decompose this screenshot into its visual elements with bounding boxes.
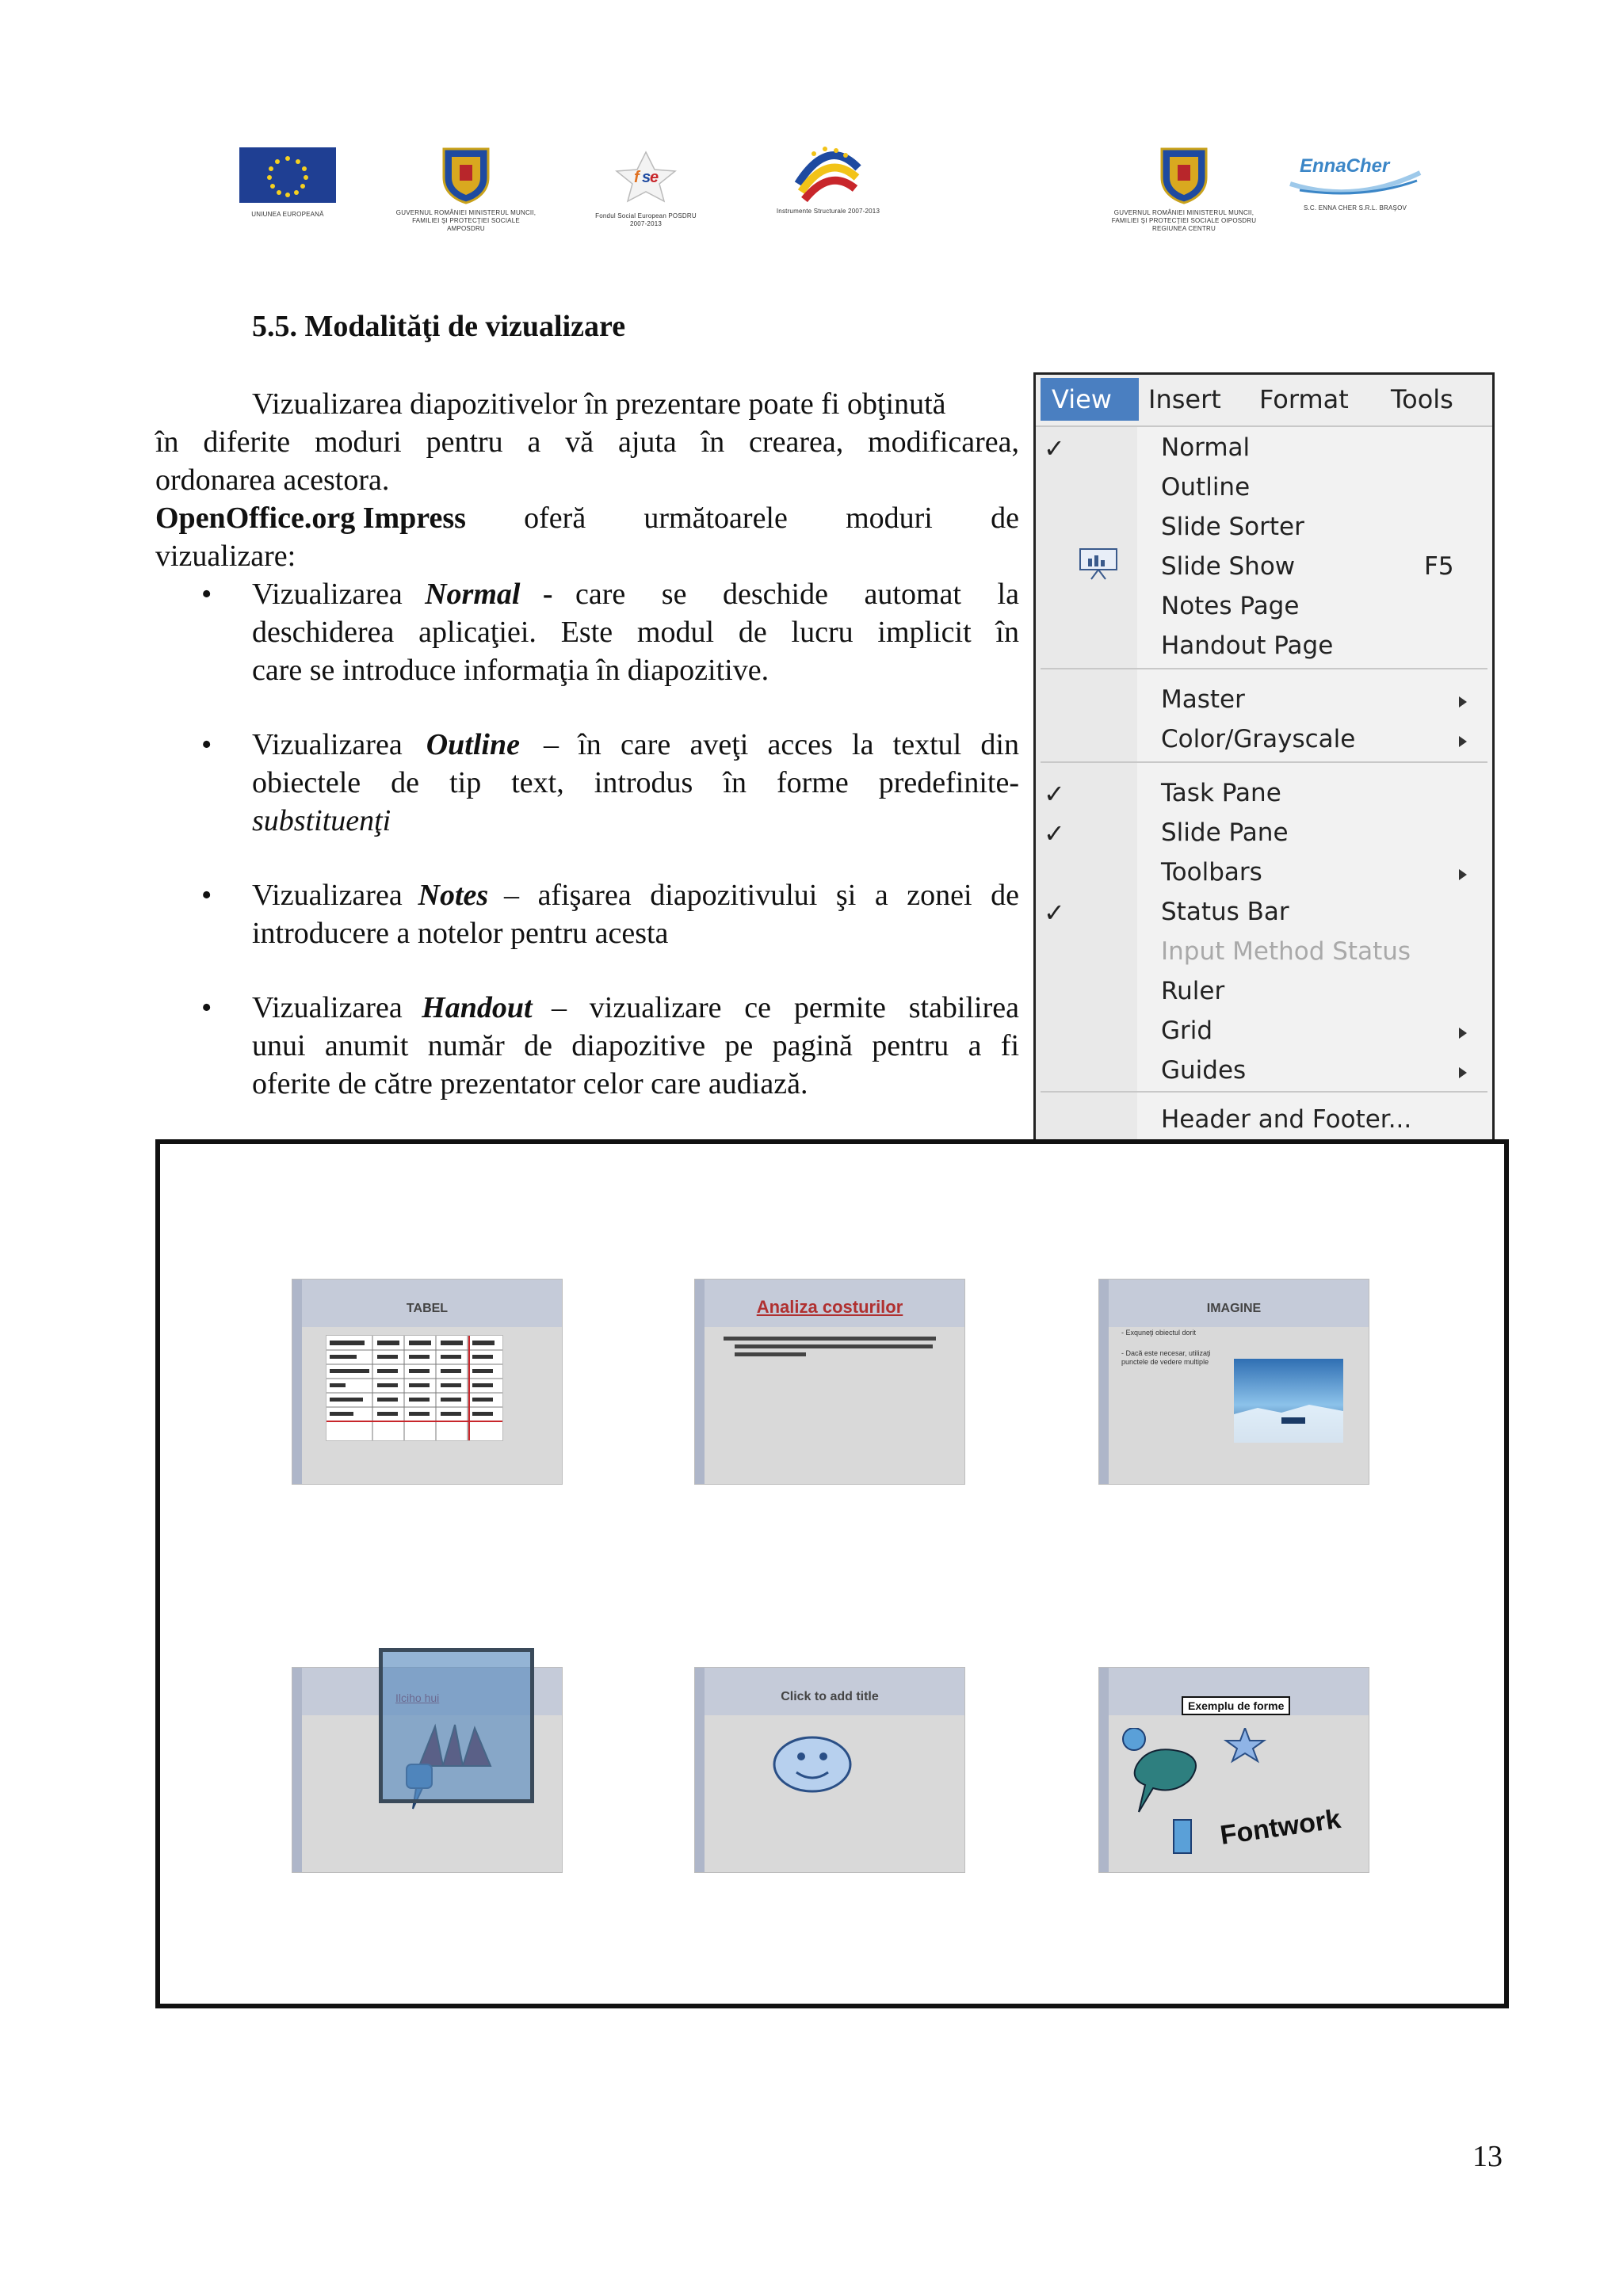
menu-item-ruler[interactable]: Ruler: [1161, 977, 1225, 1005]
menu-separator: [1041, 1091, 1487, 1093]
ennacher-brand: EnnaCher: [1300, 155, 1390, 177]
slide-table: [326, 1335, 503, 1441]
shortcut-f5: F5: [1424, 552, 1454, 581]
instrumente-structurale-logo: [769, 144, 888, 215]
bullet-rest: – în care aveţi acces la textul din: [544, 728, 1019, 761]
menu-item-handout-page[interactable]: Handout Page: [1161, 631, 1334, 660]
submenu-arrow-icon: [1459, 869, 1467, 880]
slide-thumbnail[interactable]: [1098, 1279, 1369, 1485]
page-number: 13: [1472, 2140, 1503, 2173]
fse-icon: [610, 151, 682, 203]
menu-item-toolbars[interactable]: Toolbars: [1161, 858, 1262, 887]
submenu-arrow-icon: [1459, 1067, 1467, 1078]
slide-sorter-screenshot: [155, 1139, 1509, 2008]
submenu-arrow-icon: [1459, 696, 1467, 707]
coat-2-caption: GUVERNUL ROMÂNIEI MINISTERUL MUNCII, FAMILIEI ŞI PROTECŢIEI SOCIALE OIPOSDRU REGIUNEA CENTRU: [1111, 209, 1257, 232]
slide-thumbnail[interactable]: [694, 1667, 965, 1873]
offer-line-2: vizualizare:: [155, 540, 296, 573]
sea-photo-image: [1234, 1359, 1343, 1443]
check-icon: ✓: [1044, 433, 1065, 463]
bullet-rest: – afişarea diapozitivului şi a zonei de: [504, 879, 1019, 912]
menu-insert[interactable]: Insert: [1148, 384, 1221, 414]
check-icon: ✓: [1044, 898, 1065, 928]
menu-item-task-pane[interactable]: Task Pane: [1161, 779, 1281, 807]
check-icon: ✓: [1044, 779, 1065, 809]
bullet-outline-line-1: [252, 726, 1019, 764]
menu-item-slide-sorter[interactable]: Slide Sorter: [1161, 513, 1304, 541]
eu-caption: UNIUNEA EUROPEANĂ: [251, 211, 324, 218]
bullet-dot: •: [201, 991, 212, 1024]
slideshow-icon: [1077, 546, 1120, 581]
menu-item-normal[interactable]: Normal: [1161, 433, 1251, 462]
ennacher-caption: S.C. ENNA CHER S.R.L. BRAŞOV: [1303, 204, 1407, 212]
menu-bar: [1036, 375, 1492, 427]
intro-line-3: ordonarea acestora.: [155, 463, 390, 497]
bullet-outline-line-3: substituenţi: [252, 804, 391, 837]
submenu-arrow-icon: [1459, 736, 1467, 747]
mode-name-notes: Notes: [418, 879, 489, 912]
selection-overlay: [379, 1648, 534, 1803]
bullet-normal-line-2: deschiderea aplicaţiei. Este modul de lucru implicit în: [252, 616, 1019, 649]
svg-text:f: f: [634, 169, 640, 186]
svg-text:e: e: [650, 169, 659, 186]
bullet-notes-line-1: [252, 876, 1019, 914]
bullet-rest: – vizualizare ce permite stabilirea: [551, 991, 1019, 1024]
menu-separator: [1041, 668, 1487, 669]
slide-thumbnail[interactable]: [292, 1279, 563, 1485]
slide-title: Exemplu de forme: [1182, 1696, 1290, 1715]
bullet-handout-line-3: oferite de către prezentator celor care audiază.: [252, 1067, 808, 1100]
offer-word-1: oferă: [524, 502, 586, 535]
coat-1-caption: GUVERNUL ROMÂNIEI MINISTERUL MUNCII, FAMILIEI ŞI PROTECŢIEI SOCIALE AMPOSDRU: [395, 209, 537, 232]
menu-item-grid[interactable]: Grid: [1161, 1016, 1213, 1045]
bullet-handout-line-1: [252, 989, 1019, 1027]
check-icon: ✓: [1044, 818, 1065, 849]
fse-logo: [586, 151, 705, 228]
offer-word-3: moduri: [846, 502, 933, 535]
ennacher-mark: [1284, 149, 1426, 200]
slide-thumbnail[interactable]: [1098, 1667, 1369, 1873]
menu-item-input-method-status: Input Method Status: [1161, 937, 1411, 966]
app-name: OpenOffice.org Impress: [155, 502, 466, 535]
ennacher-logo: [1284, 149, 1426, 212]
intro-line-1: Vizualizarea diapozitivelor în prezentare poate fi obţinută: [252, 387, 946, 421]
slide-title: TABEL: [406, 1302, 449, 1315]
view-menu-screenshot: [1033, 372, 1495, 1144]
bullet-prefix: Vizualizarea: [252, 991, 403, 1024]
bullet-prefix: Vizualizarea: [252, 728, 403, 761]
fontwork-text: Fontwork: [1218, 1803, 1343, 1851]
eu-flag-icon: [239, 147, 336, 203]
slide-sidebar: [1099, 1668, 1109, 1872]
menu-tools[interactable]: Tools: [1391, 384, 1453, 414]
menu-item-slide-pane[interactable]: Slide Pane: [1161, 818, 1289, 847]
bullet-normal-line-1: [252, 575, 1019, 613]
bullet-prefix: Vizualizarea: [252, 578, 403, 611]
slide-bullet: - Exquneţi obiectul dorit: [1121, 1329, 1197, 1337]
svg-text:s: s: [642, 169, 651, 186]
menu-separator: [1041, 761, 1487, 763]
offer-word-2: următoarele: [643, 502, 788, 535]
bullet-normal-line-3: care se introduce informaţia în diapozitive.: [252, 654, 769, 687]
bullet-notes-line-2: introducere a notelor pentru acesta: [252, 917, 669, 950]
bullet-dot: •: [201, 879, 212, 912]
slide-bullet: - Dacă este necesar, utilizaţi punctele de vedere multiple: [1121, 1349, 1211, 1366]
bullet-dot: •: [201, 578, 212, 611]
bullet-dash: -: [542, 578, 553, 611]
menu-view[interactable]: View: [1052, 384, 1112, 414]
menu-item-status-bar[interactable]: Status Bar: [1161, 898, 1289, 926]
section-title: 5.5. Modalităţi de vizualizare: [252, 310, 626, 343]
submenu-arrow-icon: [1459, 1028, 1467, 1039]
instrumente-caption: Instrumente Structurale 2007-2013: [776, 208, 880, 215]
bullet-outline-line-2: obiectele de tip text, introdus în forme predefinite-: [252, 766, 1019, 799]
slide-bullet-lines: [719, 1335, 949, 1367]
menu-item-outline[interactable]: Outline: [1161, 473, 1251, 502]
menu-item-notes-page[interactable]: Notes Page: [1161, 592, 1300, 620]
menu-format[interactable]: Format: [1259, 384, 1349, 414]
intro-line-2: în diferite moduri pentru a vă ajuta în crearea, modificarea,: [155, 425, 1019, 459]
mode-name-outline: Outline: [426, 728, 520, 761]
bullet-prefix: Vizualizarea: [252, 879, 403, 912]
slide-title: Analiza costurilor: [756, 1297, 903, 1317]
smiley-icon: [771, 1734, 854, 1794]
romania-coat-logo-2: [1105, 146, 1263, 233]
slide-title: IMAGINE: [1206, 1302, 1262, 1315]
coat-of-arms-icon: [441, 146, 491, 204]
mode-name-handout: Handout: [422, 991, 533, 1024]
slide-thumbnail[interactable]: [694, 1279, 965, 1485]
offer-line: [155, 499, 1019, 537]
mode-name-normal: Normal: [425, 578, 521, 611]
menu-item-slide-show[interactable]: Slide Show: [1161, 552, 1296, 581]
slide-sidebar: [292, 1668, 302, 1872]
fse-caption: Fondul Social European POSDRU 2007-2013: [595, 212, 697, 227]
bullet-handout-line-2: unui anumit număr de diapozitive pe pagină pentru a fi: [252, 1029, 1019, 1062]
romania-coat-logo-1: [395, 146, 537, 233]
menu-item-header-footer[interactable]: Header and Footer...: [1161, 1105, 1412, 1134]
bullet-rest: care se deschide automat la: [575, 578, 1019, 611]
slide-title: Click to add title: [781, 1690, 879, 1703]
menu-item-guides[interactable]: Guides: [1161, 1056, 1247, 1085]
coat-of-arms-icon: [1159, 146, 1209, 204]
bullet-dot: •: [201, 728, 212, 761]
shapes-graphic: [1118, 1728, 1364, 1867]
menu-item-color-grayscale[interactable]: Color/Grayscale: [1161, 725, 1356, 753]
instrumente-structurale-icon: [790, 144, 866, 204]
offer-word-4: de: [991, 502, 1019, 535]
menu-item-master[interactable]: Master: [1161, 685, 1245, 714]
eu-flag-logo: [236, 147, 339, 219]
